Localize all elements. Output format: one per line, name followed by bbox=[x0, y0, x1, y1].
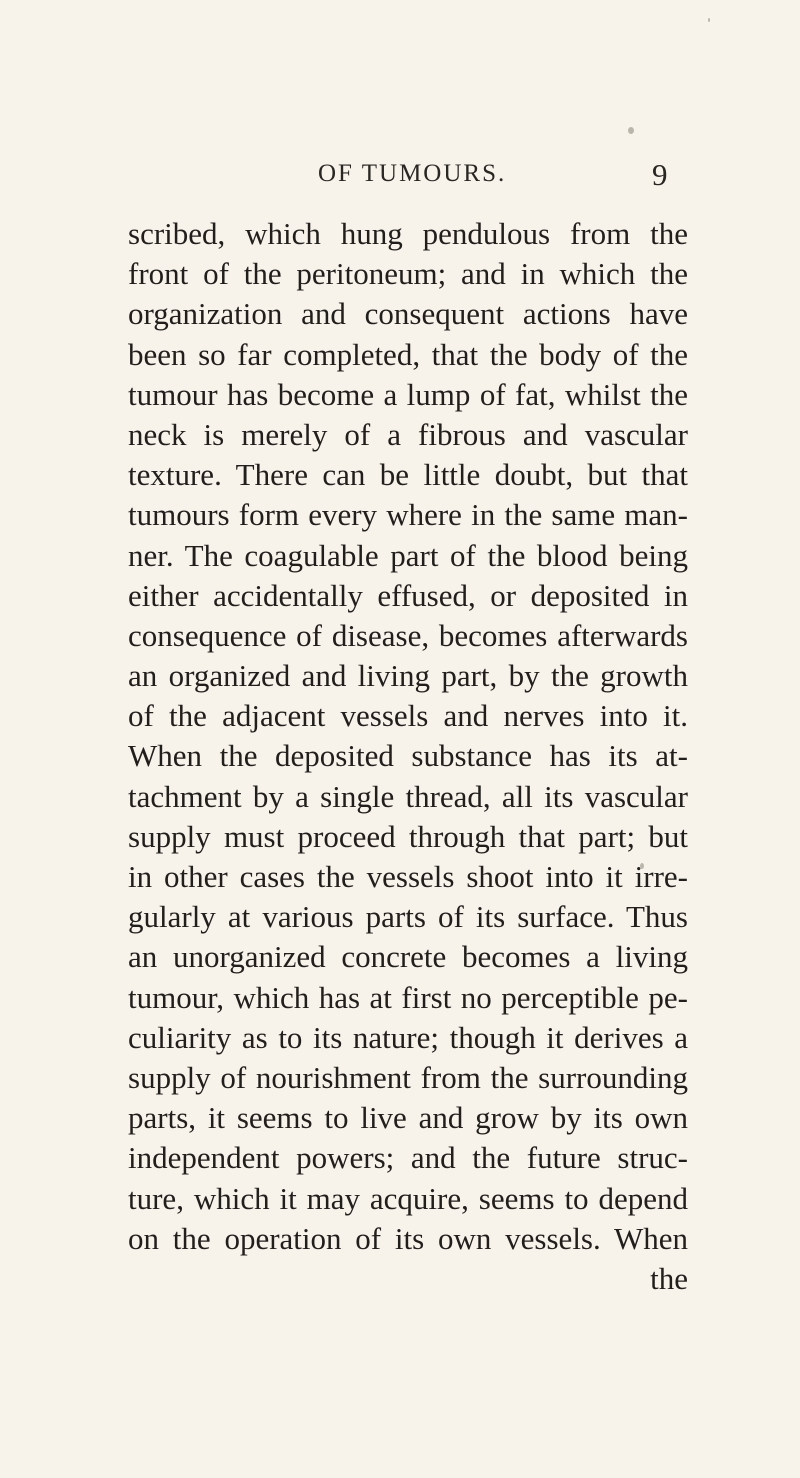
text-line: consequence of disease, becomes afterwards bbox=[128, 617, 688, 653]
text-line: of the adjacent vessels and nerves into it. bbox=[128, 698, 688, 734]
text-line: supply must proceed through that part; but bbox=[128, 818, 688, 854]
text-line: on the operation of its own vessels. When bbox=[128, 1220, 688, 1256]
text-line: scribed, which hung pendulous from the bbox=[128, 216, 688, 251]
text-line: been so far completed, that the body of the bbox=[128, 336, 688, 372]
text-line: neck is merely of a fibrous and vascular bbox=[128, 416, 688, 452]
text-line: culiarity as to its nature; though it derives a bbox=[128, 1019, 688, 1055]
header-title: OF TUMOURS. bbox=[318, 160, 507, 187]
ink-speck bbox=[708, 18, 710, 22]
text-line: organization and consequent actions have bbox=[128, 296, 688, 332]
ink-speck bbox=[628, 127, 634, 134]
text-line: parts, it seems to live and grow by its own bbox=[128, 1100, 688, 1136]
body-text bbox=[128, 214, 688, 1299]
text-line: supply of nourishment from the surrounding bbox=[128, 1059, 688, 1095]
text-line: When the deposited substance has its at- bbox=[128, 738, 688, 774]
text-line: an organized and living part, by the growth bbox=[128, 658, 688, 694]
text-line: tumours form every where in the same man- bbox=[128, 497, 688, 533]
page-number: 9 bbox=[652, 157, 668, 192]
text-line: front of the peritoneum; and in which the bbox=[128, 256, 688, 292]
text-line: an unorganized concrete becomes a living bbox=[128, 939, 688, 975]
text-line: tachment by a single thread, all its vascular bbox=[128, 778, 688, 814]
text-line: gularly at various parts of its surface. Thus bbox=[128, 899, 688, 935]
text-line: tumour has become a lump of fat, whilst the bbox=[128, 376, 688, 412]
text-line: either accidentally effused, or deposited in bbox=[128, 577, 688, 613]
text-line: in other cases the vessels shoot into it irre- bbox=[128, 859, 688, 894]
text-line: independent powers; and the future struc- bbox=[128, 1140, 688, 1176]
text-line: ture, which it may acquire, seems to depend bbox=[128, 1180, 688, 1216]
running-header bbox=[0, 157, 800, 200]
text-line: texture. There can be little doubt, but that bbox=[128, 457, 688, 493]
catchword: the bbox=[650, 1260, 688, 1296]
text-line: tumour, which has at first no perceptible pe- bbox=[128, 979, 688, 1015]
text-line: ner. The coagulable part of the blood being bbox=[128, 537, 688, 573]
